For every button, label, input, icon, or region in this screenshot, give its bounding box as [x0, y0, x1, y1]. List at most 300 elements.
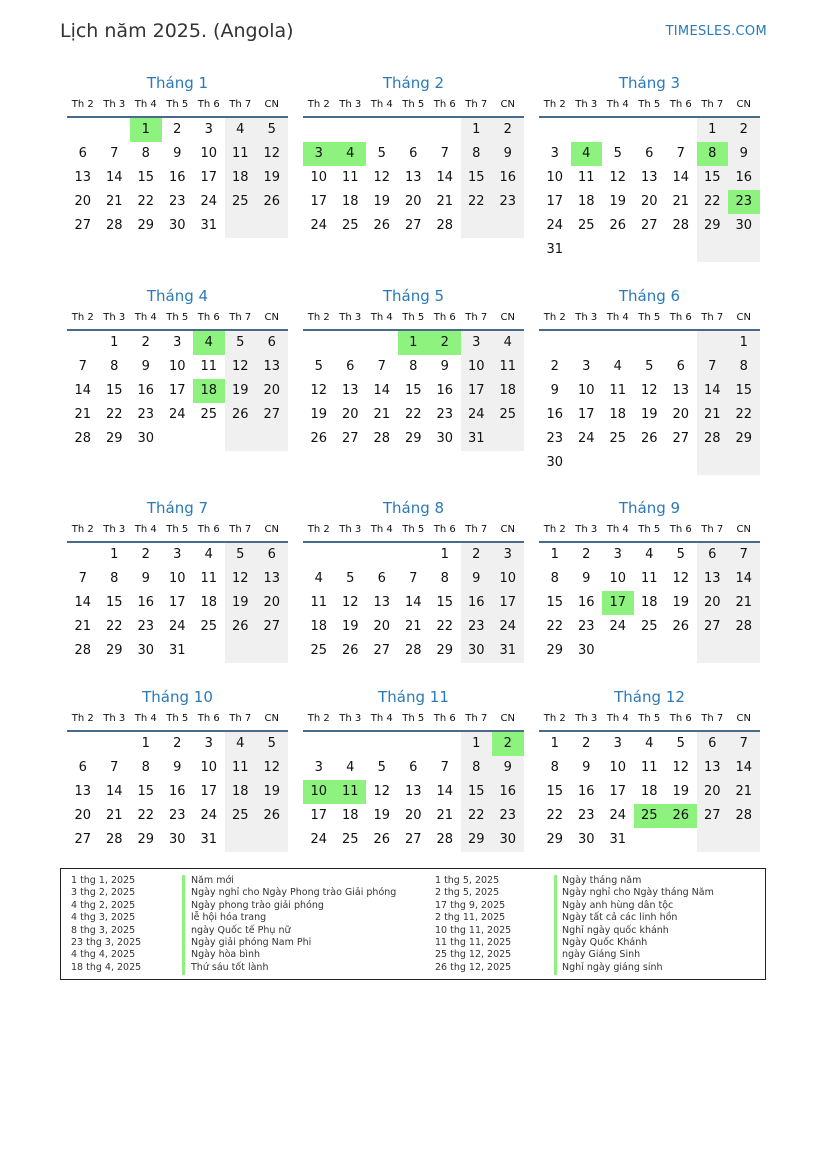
month-block — [539, 72, 760, 262]
empty-cell — [256, 828, 288, 852]
day-cell: 24 — [609, 808, 627, 823]
empty-cell — [665, 118, 697, 142]
day-cell: 10 — [609, 571, 627, 586]
day-cell: 15 — [137, 784, 155, 799]
day-cell: 30 — [168, 832, 186, 847]
weekday-label: CN — [500, 312, 515, 323]
page-title: Lịch năm 2025. (Angola) — [60, 20, 294, 42]
day-cell: 6 — [645, 146, 654, 161]
weekday-label: Th 3 — [339, 713, 362, 724]
weekday-header — [539, 519, 760, 543]
weekday-label: CN — [264, 99, 279, 110]
day-cell: 28 — [373, 431, 391, 446]
legend-holiday-name: ngày Giáng Sinh — [562, 949, 641, 961]
weekday-label: Th 2 — [543, 713, 566, 724]
day-cell: 20 — [373, 619, 391, 634]
day-cell: 21 — [697, 403, 729, 427]
day-cell: 11 — [640, 760, 658, 775]
weekday-label: Th 2 — [71, 312, 94, 323]
legend-date: 10 thg 11, 2025 — [435, 924, 512, 936]
day-grid — [67, 543, 288, 663]
day-cell: 9 — [173, 760, 182, 775]
day-cell: 28 — [436, 218, 454, 233]
day-cell: 5 — [676, 736, 685, 751]
legend-holiday-name: Nghỉ ngày quốc khánh — [562, 924, 669, 936]
day-cell: 8 — [141, 146, 150, 161]
empty-cell — [728, 451, 760, 475]
day-cell: 14 — [404, 595, 422, 610]
weekday-label: Th 6 — [197, 312, 220, 323]
weekday-label: Th 6 — [197, 524, 220, 535]
empty-cell — [429, 732, 461, 756]
day-cell: 2 — [141, 547, 150, 562]
day-cell: 14 — [728, 567, 760, 591]
day-cell: 21 — [373, 407, 391, 422]
weekday-label: Th 2 — [71, 99, 94, 110]
day-cell: 27 — [373, 643, 391, 658]
day-cell: 21 — [436, 194, 454, 209]
legend-date: 1 thg 1, 2025 — [71, 875, 136, 886]
day-cell: 20 — [74, 808, 92, 823]
day-cell: 4 — [204, 547, 213, 562]
day-cell: 24 — [168, 407, 186, 422]
day-cell: 18 — [225, 166, 257, 190]
month-name: Tháng 12 — [614, 688, 685, 706]
month-block — [67, 285, 288, 451]
weekday-header — [539, 708, 760, 732]
empty-cell — [602, 118, 634, 142]
empty-cell — [366, 118, 398, 142]
legend-holiday-name: Nghỉ ngày giáng sinh — [562, 961, 663, 973]
day-cell: 15 — [404, 383, 422, 398]
day-cell: 13 — [74, 784, 92, 799]
empty-cell — [697, 238, 729, 262]
day-cell: 28 — [74, 431, 92, 446]
day-cell: 23 — [492, 804, 524, 828]
day-cell: 24 — [609, 619, 627, 634]
weekday-label: Th 4 — [134, 312, 157, 323]
day-cell: 25 — [200, 407, 218, 422]
day-cell: 6 — [78, 760, 87, 775]
day-cell: 24 — [461, 403, 493, 427]
day-cell: 3 — [173, 335, 182, 350]
weekday-header — [303, 307, 524, 331]
holiday-day-cell: 3 — [303, 142, 335, 166]
day-cell: 11 — [609, 383, 627, 398]
day-cell: 3 — [461, 331, 493, 355]
empty-cell — [335, 732, 367, 756]
weekday-label: CN — [264, 524, 279, 535]
day-cell: 11 — [200, 571, 218, 586]
day-cell: 23 — [168, 808, 186, 823]
day-cell: 8 — [440, 571, 449, 586]
day-cell: 15 — [697, 166, 729, 190]
weekday-label: Th 3 — [103, 312, 126, 323]
empty-cell — [602, 238, 634, 262]
day-cell: 6 — [697, 732, 729, 756]
empty-cell — [67, 331, 99, 355]
day-cell: 7 — [110, 760, 119, 775]
day-cell: 9 — [141, 359, 150, 374]
day-cell: 3 — [492, 543, 524, 567]
empty-cell — [665, 331, 697, 355]
day-cell: 22 — [728, 403, 760, 427]
empty-cell — [225, 214, 257, 238]
day-cell: 12 — [373, 170, 391, 185]
empty-cell — [602, 451, 634, 475]
weekday-label: Th 3 — [575, 312, 598, 323]
day-cell: 2 — [728, 118, 760, 142]
day-cell: 17 — [609, 784, 627, 799]
day-cell: 1 — [440, 547, 449, 562]
empty-cell — [539, 118, 571, 142]
day-cell: 14 — [373, 383, 391, 398]
empty-cell — [634, 118, 666, 142]
day-grid — [303, 543, 524, 663]
day-cell: 23 — [168, 194, 186, 209]
day-cell: 20 — [256, 379, 288, 403]
empty-cell — [571, 118, 603, 142]
empty-cell — [193, 639, 225, 663]
day-cell: 5 — [377, 760, 386, 775]
weekday-label: Th 3 — [103, 524, 126, 535]
weekday-label: Th 6 — [433, 713, 456, 724]
day-cell: 20 — [640, 194, 658, 209]
day-cell: 8 — [141, 760, 150, 775]
weekday-label: Th 5 — [638, 713, 661, 724]
empty-cell — [697, 828, 729, 852]
empty-cell — [697, 451, 729, 475]
weekday-label: Th 4 — [134, 524, 157, 535]
day-cell: 21 — [728, 591, 760, 615]
weekday-header — [67, 519, 288, 543]
day-cell: 20 — [74, 194, 92, 209]
day-cell: 30 — [546, 455, 564, 470]
weekday-label: Th 5 — [166, 524, 189, 535]
empty-cell — [335, 543, 367, 567]
day-cell: 21 — [74, 407, 92, 422]
day-cell: 5 — [613, 146, 622, 161]
day-cell: 13 — [256, 567, 288, 591]
day-cell: 21 — [105, 194, 123, 209]
day-cell: 14 — [105, 170, 123, 185]
holiday-day-cell: 4 — [335, 142, 367, 166]
day-cell: 1 — [141, 736, 150, 751]
day-cell: 8 — [728, 355, 760, 379]
day-cell: 29 — [546, 832, 564, 847]
holiday-day-cell: 10 — [303, 780, 335, 804]
weekday-label: Th 2 — [71, 713, 94, 724]
day-cell: 6 — [676, 359, 685, 374]
legend-holiday-name: Năm mới — [191, 875, 234, 886]
month-block — [303, 72, 524, 238]
day-cell: 9 — [492, 756, 524, 780]
empty-cell — [539, 331, 571, 355]
day-cell: 23 — [577, 619, 595, 634]
day-cell: 8 — [461, 142, 493, 166]
holiday-day-cell: 8 — [697, 142, 729, 166]
day-cell: 21 — [404, 619, 422, 634]
day-cell: 2 — [173, 122, 182, 137]
month-block — [67, 72, 288, 238]
legend-marker-left — [182, 875, 185, 975]
empty-cell — [728, 238, 760, 262]
legend-date: 3 thg 2, 2025 — [71, 887, 136, 899]
month-block — [539, 686, 760, 852]
day-cell: 30 — [436, 431, 454, 446]
day-cell: 29 — [404, 431, 422, 446]
empty-cell — [303, 118, 335, 142]
day-cell: 7 — [78, 571, 87, 586]
day-cell: 1 — [550, 547, 559, 562]
day-cell: 25 — [341, 218, 359, 233]
legend-date: 8 thg 3, 2025 — [71, 924, 136, 936]
weekday-label: Th 7 — [465, 312, 488, 323]
day-cell: 17 — [310, 808, 328, 823]
weekday-label: Th 6 — [433, 524, 456, 535]
weekday-label: Th 6 — [669, 312, 692, 323]
day-cell: 6 — [256, 331, 288, 355]
weekday-label: CN — [736, 713, 751, 724]
weekday-label: Th 5 — [402, 99, 425, 110]
day-cell: 10 — [577, 383, 595, 398]
day-cell: 3 — [173, 547, 182, 562]
weekday-label: Th 7 — [465, 99, 488, 110]
day-cell: 14 — [105, 784, 123, 799]
day-cell: 12 — [373, 784, 391, 799]
day-cell: 28 — [672, 218, 690, 233]
day-cell: 18 — [225, 780, 257, 804]
month-name: Tháng 9 — [618, 499, 681, 517]
day-cell: 25 — [310, 643, 328, 658]
empty-cell — [634, 828, 666, 852]
day-cell: 26 — [640, 431, 658, 446]
empty-cell — [335, 118, 367, 142]
day-cell: 12 — [672, 571, 690, 586]
legend-holiday-name: Ngày hòa bình — [191, 949, 260, 961]
empty-cell — [67, 543, 99, 567]
day-cell: 15 — [105, 383, 123, 398]
day-cell: 24 — [577, 431, 595, 446]
weekday-label: Th 7 — [701, 524, 724, 535]
day-cell: 17 — [492, 591, 524, 615]
day-grid — [539, 118, 760, 262]
day-cell: 2 — [582, 736, 591, 751]
day-cell: 26 — [256, 804, 288, 828]
weekday-label: Th 2 — [307, 713, 330, 724]
legend-date: 2 thg 5, 2025 — [435, 887, 500, 899]
weekday-header — [539, 94, 760, 118]
day-cell: 22 — [105, 619, 123, 634]
day-cell: 13 — [341, 383, 359, 398]
empty-cell — [697, 639, 729, 663]
day-grid — [539, 732, 760, 852]
day-cell: 16 — [492, 780, 524, 804]
weekday-label: Th 4 — [606, 99, 629, 110]
weekday-label: Th 4 — [370, 713, 393, 724]
day-cell: 1 — [728, 331, 760, 355]
empty-cell — [492, 427, 524, 451]
holiday-day-cell: 4 — [571, 142, 603, 166]
holiday-day-cell: 23 — [728, 190, 760, 214]
empty-cell — [571, 451, 603, 475]
holiday-day-cell: 17 — [602, 591, 634, 615]
day-cell: 27 — [404, 832, 422, 847]
day-cell: 19 — [373, 808, 391, 823]
day-grid — [303, 732, 524, 852]
weekday-header — [539, 307, 760, 331]
empty-cell — [303, 732, 335, 756]
day-cell: 23 — [492, 190, 524, 214]
day-cell: 29 — [436, 643, 454, 658]
empty-cell — [665, 451, 697, 475]
day-cell: 10 — [492, 567, 524, 591]
day-cell: 4 — [314, 571, 323, 586]
legend-holiday-name: Ngày Quốc Khánh — [562, 936, 648, 948]
month-name: Tháng 8 — [382, 499, 445, 517]
day-cell: 29 — [697, 214, 729, 238]
legend-names-left — [191, 875, 396, 974]
weekday-label: Th 5 — [402, 312, 425, 323]
day-cell: 5 — [645, 359, 654, 374]
legend-date: 4 thg 2, 2025 — [71, 899, 136, 911]
day-cell: 18 — [492, 379, 524, 403]
day-cell: 1 — [461, 732, 493, 756]
day-cell: 10 — [310, 170, 328, 185]
holiday-day-cell: 2 — [492, 732, 524, 756]
day-cell: 16 — [137, 383, 155, 398]
weekday-label: Th 3 — [103, 713, 126, 724]
day-cell: 2 — [173, 736, 182, 751]
day-cell: 6 — [256, 543, 288, 567]
day-cell: 17 — [168, 595, 186, 610]
empty-cell — [256, 214, 288, 238]
empty-cell — [398, 543, 430, 567]
empty-cell — [728, 639, 760, 663]
day-cell: 23 — [137, 407, 155, 422]
day-cell: 30 — [137, 431, 155, 446]
weekday-label: Th 6 — [669, 713, 692, 724]
day-cell: 1 — [110, 335, 119, 350]
weekday-label: Th 6 — [197, 99, 220, 110]
holiday-day-cell: 1 — [130, 118, 162, 142]
weekday-label: Th 3 — [339, 99, 362, 110]
day-cell: 4 — [225, 118, 257, 142]
day-cell: 19 — [672, 784, 690, 799]
day-cell: 26 — [256, 190, 288, 214]
day-cell: 16 — [728, 166, 760, 190]
day-cell: 3 — [613, 547, 622, 562]
empty-cell — [225, 828, 257, 852]
weekday-label: Th 7 — [229, 713, 252, 724]
day-grid — [539, 543, 760, 663]
month-block — [303, 285, 524, 451]
day-cell: 24 — [492, 615, 524, 639]
holiday-day-cell: 2 — [429, 331, 461, 355]
day-cell: 25 — [200, 619, 218, 634]
day-cell: 18 — [341, 808, 359, 823]
day-cell: 24 — [200, 808, 218, 823]
day-cell: 20 — [341, 407, 359, 422]
day-cell: 27 — [672, 431, 690, 446]
day-cell: 24 — [546, 218, 564, 233]
day-cell: 11 — [310, 595, 328, 610]
weekday-label: CN — [500, 524, 515, 535]
legend-date: 4 thg 4, 2025 — [71, 949, 136, 961]
day-cell: 31 — [461, 427, 493, 451]
weekday-label: Th 7 — [701, 312, 724, 323]
empty-cell — [398, 732, 430, 756]
day-cell: 8 — [110, 571, 119, 586]
empty-cell — [67, 118, 99, 142]
day-cell: 23 — [137, 619, 155, 634]
day-cell: 8 — [409, 359, 418, 374]
day-cell: 31 — [492, 639, 524, 663]
day-cell: 26 — [310, 431, 328, 446]
legend-holiday-name: lễ hội hóa trang — [191, 912, 267, 924]
day-cell: 25 — [225, 190, 257, 214]
empty-cell — [665, 238, 697, 262]
day-cell: 28 — [74, 643, 92, 658]
day-cell: 4 — [346, 760, 355, 775]
month-block — [67, 497, 288, 663]
weekday-label: Th 7 — [229, 524, 252, 535]
day-cell: 5 — [676, 547, 685, 562]
day-cell: 16 — [492, 166, 524, 190]
weekday-label: CN — [736, 312, 751, 323]
day-cell: 19 — [225, 591, 257, 615]
day-cell: 17 — [200, 784, 218, 799]
day-cell: 20 — [404, 808, 422, 823]
weekday-label: Th 6 — [669, 524, 692, 535]
weekday-label: Th 7 — [229, 312, 252, 323]
day-cell: 13 — [373, 595, 391, 610]
holiday-day-cell: 25 — [634, 804, 666, 828]
month-name: Tháng 1 — [146, 74, 209, 92]
day-cell: 20 — [404, 194, 422, 209]
weekday-label: Th 6 — [669, 99, 692, 110]
weekday-label: Th 6 — [197, 713, 220, 724]
brand-link[interactable]: TIMESLES.COM — [665, 24, 767, 39]
day-cell: 27 — [256, 403, 288, 427]
day-cell: 16 — [577, 784, 595, 799]
day-cell: 5 — [314, 359, 323, 374]
day-cell: 12 — [341, 595, 359, 610]
empty-cell — [634, 639, 666, 663]
day-cell: 7 — [377, 359, 386, 374]
day-cell: 12 — [225, 567, 257, 591]
day-cell: 22 — [546, 808, 564, 823]
day-cell: 10 — [200, 146, 218, 161]
empty-cell — [335, 331, 367, 355]
weekday-header — [67, 94, 288, 118]
day-cell: 30 — [492, 828, 524, 852]
day-cell: 31 — [168, 643, 186, 658]
day-cell: 10 — [168, 571, 186, 586]
day-cell: 9 — [582, 760, 591, 775]
month-name: Tháng 3 — [618, 74, 681, 92]
day-cell: 19 — [373, 194, 391, 209]
day-cell: 9 — [173, 146, 182, 161]
day-cell: 7 — [728, 732, 760, 756]
legend-date: 18 thg 4, 2025 — [71, 961, 142, 973]
day-cell: 19 — [640, 407, 658, 422]
day-cell: 4 — [613, 359, 622, 374]
day-cell: 29 — [546, 643, 564, 658]
day-cell: 13 — [697, 567, 729, 591]
day-cell: 13 — [672, 383, 690, 398]
day-cell: 21 — [436, 808, 454, 823]
